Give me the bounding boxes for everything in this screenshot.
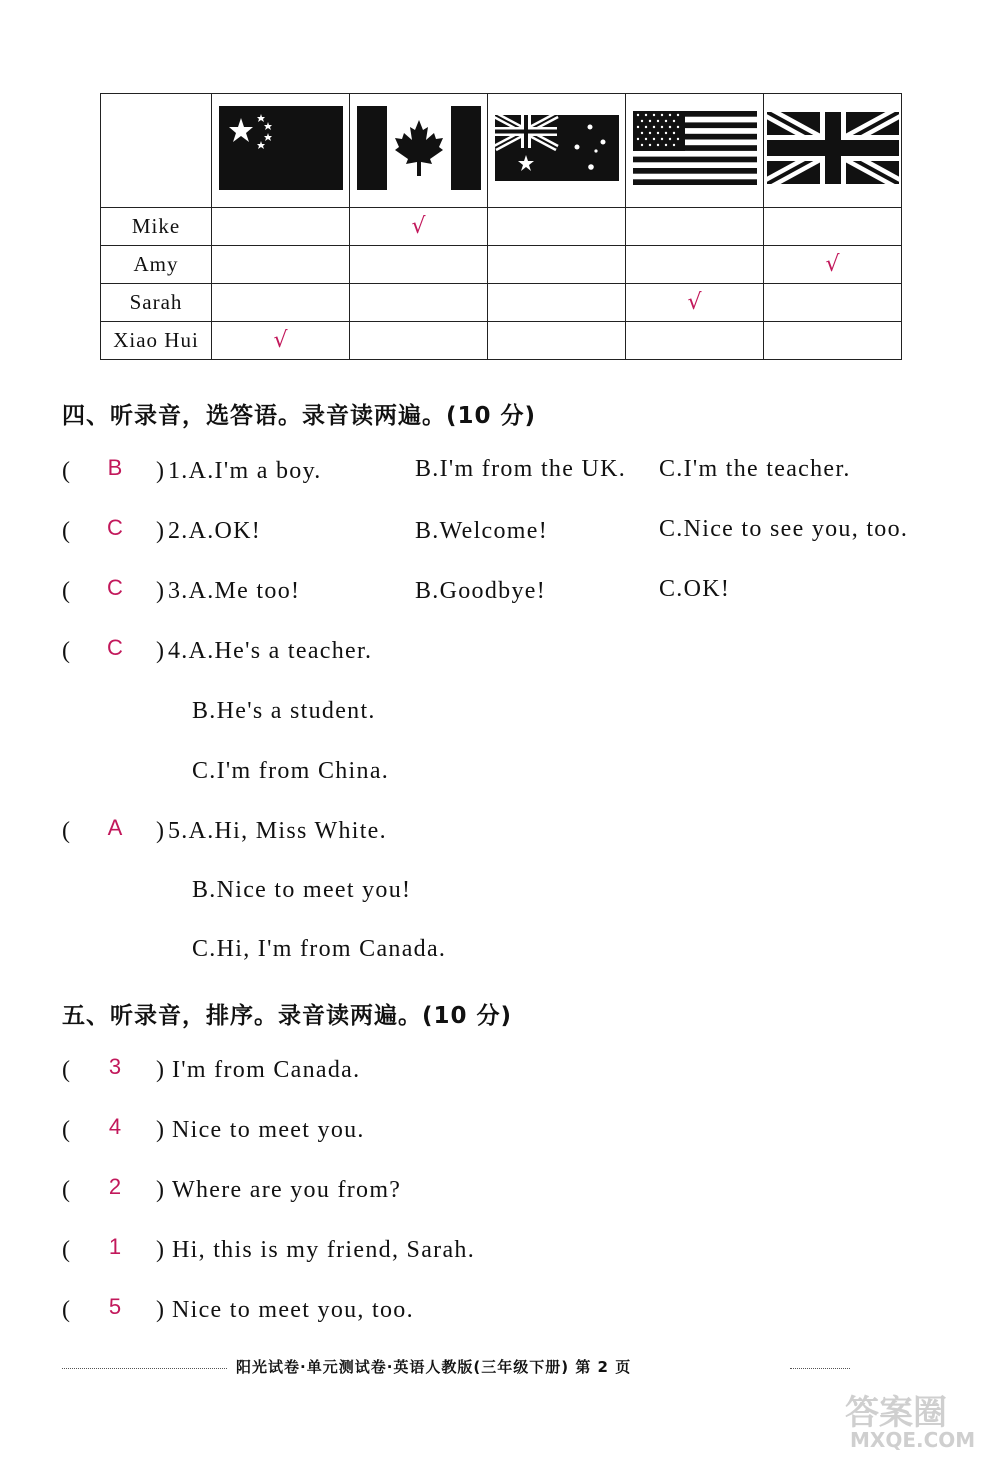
order-number: 5 — [108, 1294, 122, 1319]
option-c: C.Nice to see you, too. — [659, 516, 909, 542]
option-a: 3.A.Me too! — [168, 578, 301, 604]
answer-letter: C — [107, 515, 123, 540]
answer-paren-open: ( — [62, 1177, 70, 1203]
option-a: 4.A.He's a teacher. — [168, 638, 373, 664]
check-cell — [350, 246, 488, 284]
check-cell — [488, 322, 626, 360]
option-c: C.OK! — [659, 576, 731, 602]
order-number: 1 — [108, 1234, 122, 1259]
footer-text: 阳光试卷·单元测试卷·英语人教版(三年级下册) 第 2 页 — [236, 1358, 632, 1376]
sentence: Nice to meet you. — [172, 1117, 365, 1143]
answer-paren-close: ) — [156, 458, 164, 484]
footer-dotted-rule-left — [62, 1368, 227, 1369]
check-mark-icon: √ — [825, 252, 840, 277]
check-cell — [626, 284, 764, 322]
check-mark-icon: √ — [411, 214, 426, 239]
sentence: Where are you from? — [172, 1177, 402, 1203]
australia-flag-icon — [495, 115, 619, 181]
order-number: 3 — [108, 1054, 122, 1079]
answer-paren-open: ( — [62, 638, 70, 664]
option-b: B.I'm from the UK. — [415, 456, 627, 482]
check-cell — [350, 284, 488, 322]
answer-paren-open: ( — [62, 458, 70, 484]
order-number: 4 — [108, 1114, 122, 1139]
table-row — [101, 208, 902, 246]
check-mark-icon: √ — [687, 290, 702, 315]
check-cell — [764, 208, 902, 246]
flag-cell-canada — [350, 94, 488, 208]
check-cell — [764, 284, 902, 322]
check-cell — [212, 284, 350, 322]
answer-paren-open: ( — [62, 1117, 70, 1143]
watermark-logo: 答案圈 — [845, 1393, 947, 1433]
flag-cell-uk — [764, 94, 902, 208]
check-cell — [626, 322, 764, 360]
answer-paren-close: ) — [156, 1057, 164, 1083]
check-cell — [626, 246, 764, 284]
option-b: B.Goodbye! — [415, 578, 546, 604]
section-4-title: 四、听录音，选答语。录音读两遍。(10 分) — [62, 403, 537, 429]
option-a: 2.A.OK! — [168, 518, 262, 544]
answer-letter: C — [107, 635, 123, 660]
check-cell — [764, 246, 902, 284]
watermark-url: MXQE.COM — [850, 1428, 976, 1452]
uk-flag-icon — [767, 112, 899, 184]
answer-paren-close: ) — [156, 818, 164, 844]
table-row — [101, 246, 902, 284]
answer-letter: B — [107, 455, 123, 480]
option-c: C.Hi, I'm from Canada. — [192, 936, 447, 962]
row-name: Amy — [101, 246, 212, 284]
order-number: 2 — [108, 1174, 122, 1199]
option-a: 1.A.I'm a boy. — [168, 458, 322, 484]
table-row — [101, 322, 902, 360]
row-name: Sarah — [101, 284, 212, 322]
answer-paren-close: ) — [156, 638, 164, 664]
answer-paren-close: ) — [156, 1117, 164, 1143]
option-c: C.I'm from China. — [192, 758, 390, 784]
answer-paren-open: ( — [62, 578, 70, 604]
answer-paren-open: ( — [62, 1297, 70, 1323]
answer-paren-close: ) — [156, 518, 164, 544]
answer-paren-close: ) — [156, 1237, 164, 1263]
row-name: Xiao Hui — [101, 322, 212, 360]
answer-paren-close: ) — [156, 1177, 164, 1203]
flag-cell-usa — [626, 94, 764, 208]
table-corner-cell — [101, 94, 212, 208]
answer-paren-open: ( — [62, 518, 70, 544]
option-b: B.Nice to meet you! — [192, 877, 412, 903]
check-cell — [350, 208, 488, 246]
answer-paren-close: ) — [156, 578, 164, 604]
sentence: Hi, this is my friend, Sarah. — [172, 1237, 476, 1263]
option-c: C.I'm the teacher. — [659, 456, 851, 482]
check-cell — [626, 208, 764, 246]
answer-paren-open: ( — [62, 1237, 70, 1263]
check-cell — [488, 284, 626, 322]
flag-table — [100, 93, 902, 360]
answer-paren-open: ( — [62, 818, 70, 844]
check-mark-icon: √ — [273, 328, 288, 353]
table-row — [101, 284, 902, 322]
sentence: Nice to meet you, too. — [172, 1297, 414, 1323]
footer-dotted-rule-right — [790, 1368, 850, 1369]
option-a: 5.A.Hi, Miss White. — [168, 818, 387, 844]
option-b: B.He's a student. — [192, 698, 376, 724]
check-cell — [212, 208, 350, 246]
flag-cell-china — [212, 94, 350, 208]
answer-paren-open: ( — [62, 1057, 70, 1083]
answer-paren-close: ) — [156, 1297, 164, 1323]
check-cell — [764, 322, 902, 360]
answer-letter: A — [107, 815, 123, 840]
flag-cell-australia — [488, 94, 626, 208]
answer-letter: C — [107, 575, 123, 600]
check-cell — [212, 246, 350, 284]
check-cell — [488, 208, 626, 246]
option-b: B.Welcome! — [415, 518, 549, 544]
usa-flag-icon — [633, 111, 757, 185]
check-cell — [212, 322, 350, 360]
china-flag-icon — [219, 106, 343, 190]
row-name: Mike — [101, 208, 212, 246]
canada-flag-icon — [357, 106, 481, 190]
check-cell — [350, 322, 488, 360]
check-cell — [488, 246, 626, 284]
section-5-title: 五、听录音，排序。录音读两遍。(10 分) — [62, 1003, 513, 1029]
sentence: I'm from Canada. — [172, 1057, 361, 1083]
